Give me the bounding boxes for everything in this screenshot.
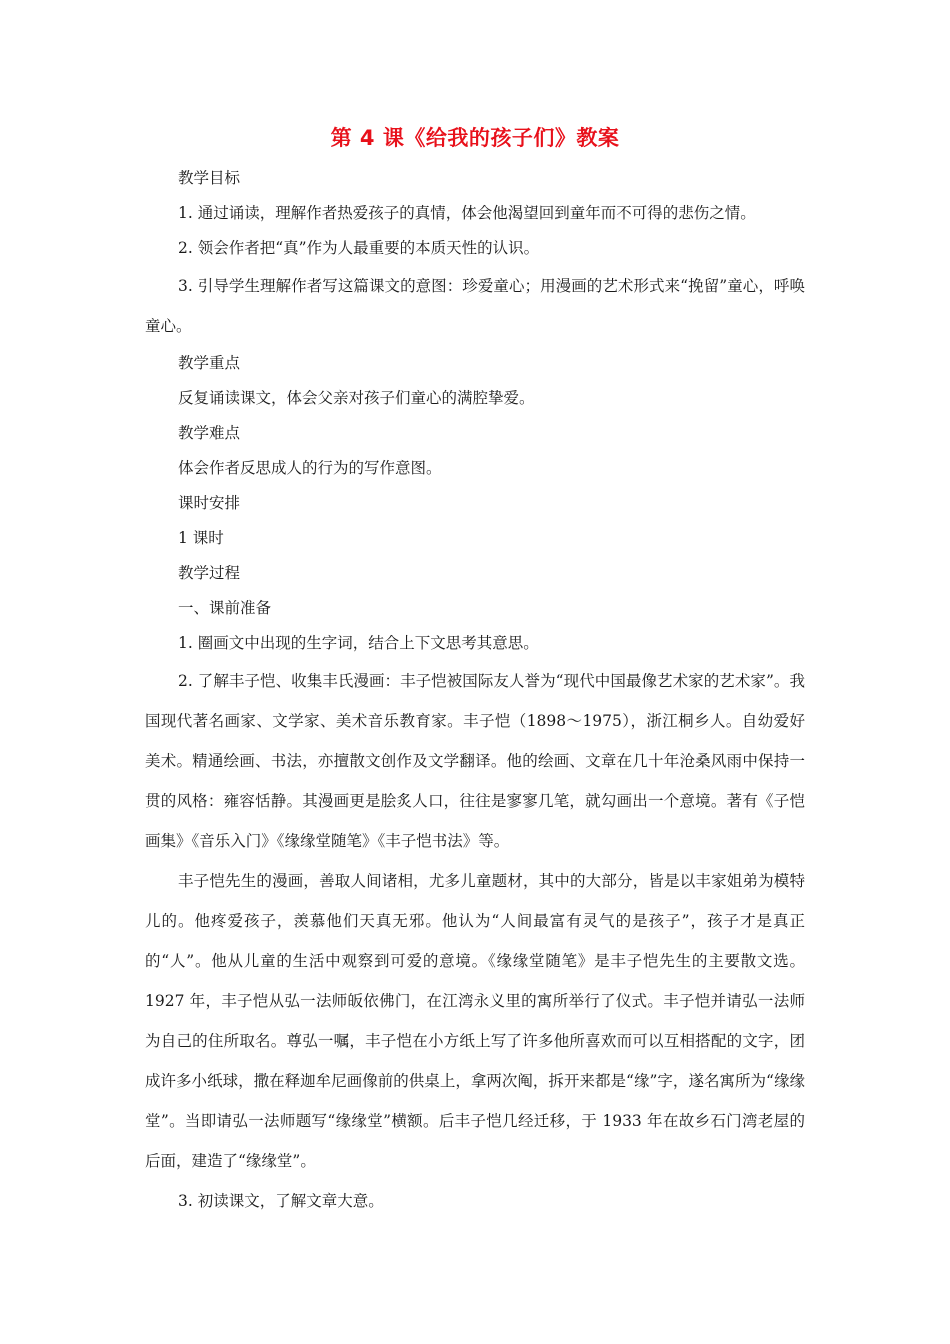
section-heading-key-points: 教学重点	[178, 354, 241, 372]
preparation-step-2: 2. 了解丰子恺、收集丰氏漫画：丰子恺被国际友人誉为“现代中国最像艺术家的艺术家”。我国现代著名画家、文学家、美术音乐教育家。丰子恺（1898～1975），浙江桐乡人。自幼爱好美术。精通绘画、书法，亦擅散文创作及文学翻译。他的绘画、文章在几十年沧桑风雨中保持一贯的风格：雍容恬静。其漫画更是脍炙人口，往往是寥寥几笔，就勾画出一个意境。著有《子恺画集》《音乐入门》《缘缘堂随笔》《丰子恺书法》等。	[145, 672, 805, 850]
document-body	[145, 161, 805, 1221]
objective-1: 1. 通过诵读，理解作者热爱孩子的真情，体会他渴望回到童年而不可得的悲伤之情。	[178, 204, 756, 222]
objective-3: 3. 引导学生理解作者写这篇课文的意图：珍爱童心；用漫画的艺术形式来“挽留”童心，呼唤童心。	[145, 277, 805, 335]
preparation-step-1: 1. 圈画文中出现的生字词，结合上下文思考其意思。	[178, 634, 539, 652]
section-heading-process: 教学过程	[178, 564, 241, 582]
schedule-text: 1 课时	[178, 529, 224, 547]
feng-zikai-paragraph: 丰子恺先生的漫画，善取人间诸相，尤多儿童题材，其中的大部分，皆是以丰家姐弟为模特儿的。他疼爱孩子，羡慕他们天真无邪。他认为“人间最富有灵气的是孩子”，孩子才是真正的“人”。他从儿童的生活中观察到可爱的意境。《缘缘堂随笔》是丰子恺先生的主要散文选。1927 年，丰子恺从弘一法师皈依佛门，在江湾永义里的寓所举行了仪式。丰子恺并请弘一法师为自己的住所取名。尊弘一嘱，丰子恺在小方纸上写了许多他所喜欢而可以互相搭配的文字，团成许多小纸球，撒在释迦牟尼画像前的供桌上，拿两次阄，拆开来都是“缘”字，遂名寓所为“缘缘堂”。当即请弘一法师题写“缘缘堂”横额。后丰子恺几经迁移，于 1933 年在故乡石门湾老屋的后面，建造了“缘缘堂”。	[145, 872, 805, 1170]
difficulties-text: 体会作者反思成人的行为的写作意图。	[178, 459, 442, 477]
section-heading-schedule: 课时安排	[178, 494, 241, 512]
subsection-preparation: 一、课前准备	[178, 599, 272, 617]
objective-2: 2. 领会作者把“真”作为人最重要的本质天性的认识。	[178, 239, 540, 257]
preparation-step-3: 3. 初读课文，了解文章大意。	[178, 1192, 384, 1210]
page-title: 第 4 课《给我的孩子们》教案	[330, 126, 620, 150]
section-heading-objectives: 教学目标	[178, 169, 241, 187]
section-heading-difficulties: 教学难点	[178, 424, 241, 442]
key-points-text: 反复诵读课文，体会父亲对孩子们童心的满腔挚爱。	[178, 389, 535, 407]
